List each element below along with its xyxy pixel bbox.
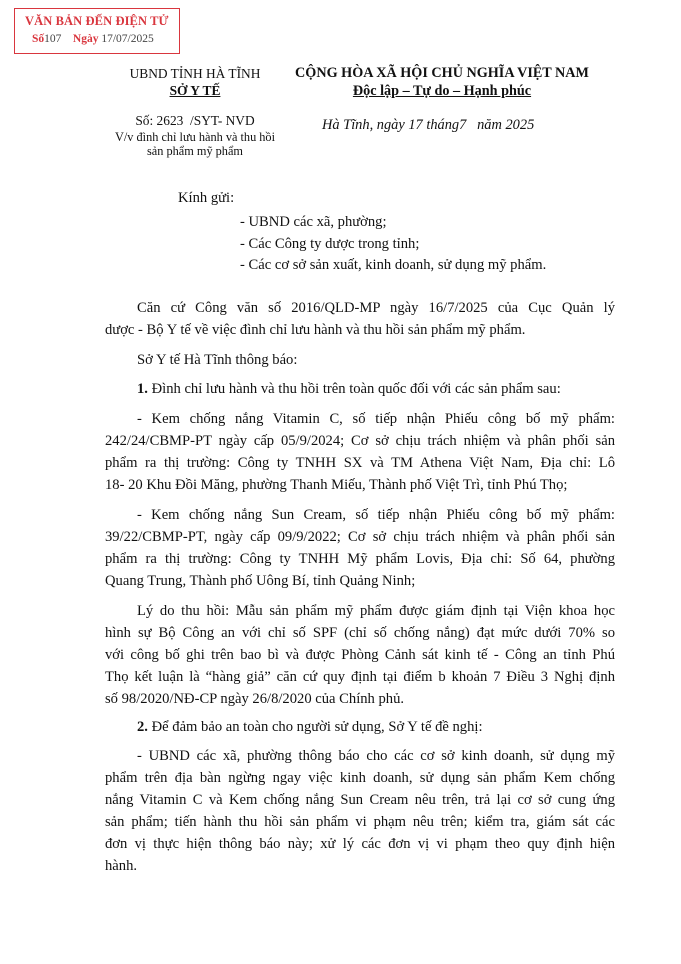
recipient-item: - Các Công ty dược trong tỉnh; [240,235,420,252]
nation-title: CỘNG HÒA XÃ HỘI CHỦ NGHĨA VIỆT NAM [295,65,589,81]
paragraph-legal-basis: Căn cứ Công văn số 2016/QLD-MP ngày 16/7/2025 của Cục Quản lý dược - Bộ Y tế về việc đình chỉ lưu hành và thu hồi sản phẩm mỹ phẩm. [105,300,615,338]
doc-subject: V/v đình chỉ lưu hành và thu hồi sản phẩm mỹ phẩm [114,130,275,158]
recipient-item: - UBND các xã, phường; [240,214,387,230]
stamp-so-value: 107 [44,33,62,45]
recipients-list [240,212,546,277]
doc-number-block [90,113,300,158]
recipient-item: - Các cơ sở sản xuất, kinh doanh, sử dụng mỹ phẩm. [240,257,547,273]
doc-number: Số: 2623 /SYT- NVD [135,113,255,128]
nation-block [282,65,602,100]
paragraph-recall-reason: Lý do thu hồi: Mẫu sản phẩm mỹ phẩm được giám định tại Viện khoa học hình sự Bộ Công an với chỉ số SPF (chỉ số chống nắng) đạt mức dưới 70% so với công bố ghi trên bao bì và được Phòng Cảnh sát kinh tế - Công an tỉnh Phú Thọ kết luận là “hàng giả” căn cứ quy định tại điểm b khoản 7 Điều 3 Nghị định số 98/2020/NĐ-CP ngày 26/8/2020 của Chính phủ. [105,603,615,707]
stamp-so-label: Số [32,33,45,45]
motto: Độc lập – Tự do – Hạnh phúc [352,83,532,99]
section-1-heading: 1. Đình chỉ lưu hành và thu hồi trên toàn quốc đối với các sản phẩm sau: [137,381,561,397]
agency-block [95,66,295,99]
paragraph-request: - UBND các xã, phường thông báo cho các cơ sở kinh doanh, sử dụng mỹ phẩm trên địa bàn ngừng ngay việc kinh doanh, sử dụng sản phẩm Kem chống nắng Vitamin C và Kem chống nắng Sun Cream nêu trên, trả lại cơ sở cung ứng sản phẩm; tiến hành thu hồi sản phẩm vi phạm nêu trên; kiểm tra, giám sát các đơn vị thực hiện thông báo này; xử lý các đơn vị vi phạm theo quy định hiện hành. [105,748,615,874]
incoming-stamp [14,8,180,54]
stamp-numbers [32,33,154,45]
agency-name: SỞ Y TẾ [169,83,221,98]
stamp-ngay-value: 17/07/2025 [101,33,154,45]
stamp-title: VĂN BẢN ĐẾN ĐIỆN TỬ [25,14,169,28]
place-date: Hà Tĩnh, ngày 17 tháng7 năm 2025 [322,117,535,133]
agency-parent: UBND TỈNH HÀ TĨNH [129,66,261,81]
stamp-ngay-label: Ngày [72,33,99,45]
section-2-heading: 2. Để đảm bảo an toàn cho người sử dụng, Sở Y tế đề nghị: [137,719,483,735]
paragraph-product-2: - Kem chống nắng Sun Cream, số tiếp nhận Phiếu công bố mỹ phẩm: 39/22/CBMP-PT, ngày cấp 09/9/2022; Cơ sở chịu trách nhiệm và phân phối sản phẩm ra thị trường: Công ty TNHH Mỹ phẩm Lovis, Địa chỉ: Số 64, phường Quang Trung, Thành phố Uông Bí, tỉnh Quảng Ninh; [105,507,615,589]
recipients-label: Kính gửi: [178,190,235,206]
paragraph-announcement: Sở Y tế Hà Tĩnh thông báo: [137,352,298,368]
paragraph-product-1: - Kem chống nắng Vitamin C, số tiếp nhận Phiếu công bố mỹ phẩm: 242/24/CBMP-PT ngày cấp 05/9/2024; Cơ sở chịu trách nhiệm và phân phối sản phẩm ra thị trường: Công ty TNHH SX và TM Athena Việt Nam, Địa chỉ: Lô 18- 20 Khu Đồi Măng, phường Thanh Miếu, Thành phố Việt Trì, tỉnh Phú Thọ; [105,411,615,493]
